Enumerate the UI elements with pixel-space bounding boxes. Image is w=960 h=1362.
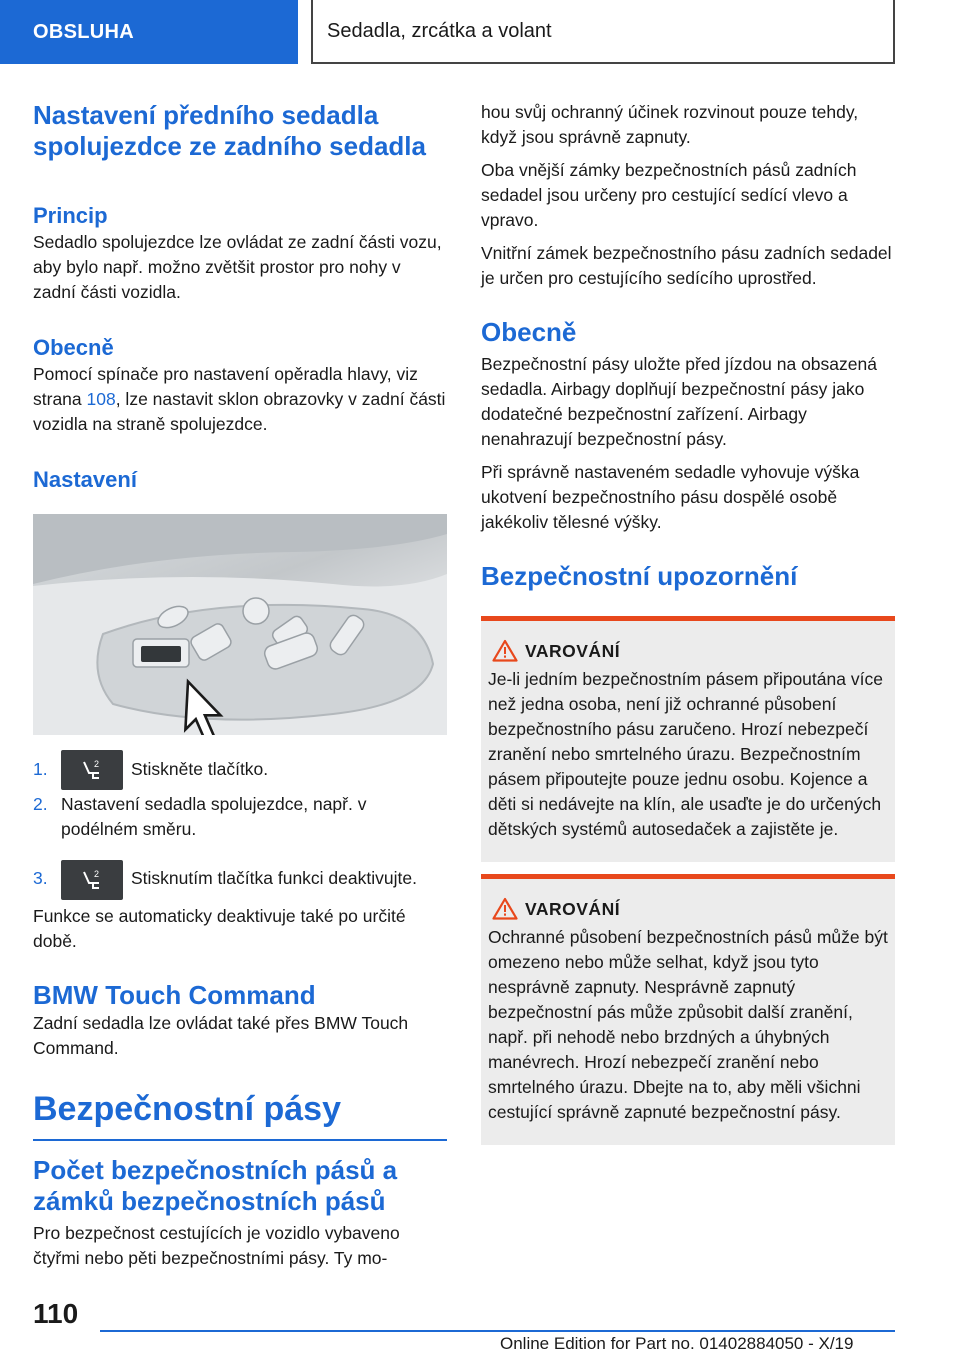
obecne-heading-right: Obecně (481, 317, 577, 347)
seatbelts-heading: Bezpečnostní pásy (33, 1089, 341, 1128)
warning-title (488, 897, 888, 921)
page-link[interactable]: 108 (86, 389, 116, 409)
edition-note: Online Edition for Part no. 01402884050 - X/19 (500, 1334, 854, 1353)
obecne-heading: Obecně (33, 335, 114, 360)
seat-button-icon (61, 860, 123, 900)
steps-list (33, 749, 447, 900)
seat-control-photo (33, 514, 447, 735)
page-number: 110 (33, 1298, 79, 1329)
after-steps-text: Funkce se automaticky deaktivuje také po určité době. (33, 905, 406, 951)
step-number: 1. (33, 759, 48, 779)
belt-count-heading: Počet bezpečnostních pásů a zámků bezpečnostních pásů (33, 1154, 398, 1216)
chapter-title: Sedadla, zrcátka a volant (311, 0, 895, 64)
svg-text:2: 2 (94, 759, 100, 770)
section-tab[interactable]: OBSLUHA (0, 0, 298, 64)
seat-button-icon (61, 750, 123, 790)
princip-text: Sedadlo spolujezdce lze ovládat ze zadní části vozu, aby bylo např. možno zvětšit prostor pro nohy v zadní části vozidla. (33, 232, 442, 302)
left-column (33, 100, 447, 1271)
step-item (33, 749, 447, 790)
paragraph: Vnitřní zámek bezpečnostního pásu zadních sedadel je určen pro cestujícího sedícího uprostřed. (481, 243, 892, 288)
warning-label: VAROVÁNÍ (525, 899, 621, 919)
princip-heading: Princip (33, 203, 108, 228)
svg-text:2: 2 (94, 868, 100, 879)
paragraph: Bezpečnostní pásy uložte před jízdou na obsazená sedadla. Airbagy doplňují bezpečnostní pásy jako dodatečné bezpečnostní zařízení. Airbagy nenahrazují bezpečnostní pásy. (481, 354, 877, 449)
heading-rule (33, 1139, 447, 1141)
safety-notes-heading: Bezpečnostní upozornění (481, 561, 798, 591)
step-number: 3. (33, 868, 48, 889)
step-number: 2. (33, 794, 48, 815)
paragraph: Při správně nastaveném sedadle vyhovuje výška ukotvení bezpečnostního pásu dospělé osobě jakékoliv tělesné výšky. (481, 462, 860, 532)
warning-triangle-icon (492, 897, 518, 920)
touch-command-heading: BMW Touch Command (33, 979, 316, 1010)
warning-box (481, 616, 895, 862)
touch-command-text: Zadní sedadla lze ovládat také přes BMW Touch Command. (33, 1012, 409, 1058)
section-title: Nastavení předního sedadla spolujezdce ze zadního sedadla (33, 100, 426, 161)
warning-text: Je-li jedním bezpečnostním pásem připoutána více než jedna osoba, není již ochranné působení bezpečnostního pásu zaručeno. Hrozí nebezpečí zranění nebo smrtelného úrazu. Bezpečnostním pásem připoutejte pouze jednu osobu. Kojence a děti si nedávejte na klín, ale usaďte je do určených dětských systémů autosedaček a zajistěte je. (488, 669, 883, 839)
footer-rule (100, 1330, 895, 1332)
step-text: Stiskněte tlačítko. (131, 759, 269, 779)
step-text: Stisknutím tlačítka funkci deaktivujte. (131, 868, 417, 889)
warning-title (488, 639, 888, 663)
warning-box (481, 874, 895, 1145)
paragraph: Oba vnější zámky bezpečnostních pásů zadních sedadel jsou určeny pro cestující sedící vlevo a vpravo. (481, 160, 857, 230)
page-header (0, 0, 960, 66)
obecne-text-a: Pomocí spínače pro nastavení opěradla hlavy, viz strana (33, 364, 418, 409)
paragraph: hou svůj ochranný účinek rozvinout pouze tehdy, když jsou správně zapnuty. (481, 102, 859, 147)
step-item (33, 792, 447, 842)
belt-count-text: Pro bezpečnost cestujících je vozidlo vybaveno čtyřmi nebo pěti bezpečnostními pásy. Ty mo- (33, 1222, 400, 1268)
warning-label: VAROVÁNÍ (525, 641, 621, 661)
seat-control-illustration (33, 514, 447, 735)
obecne-text-b: , lze nastavit sklon obrazovky v zadní části vozidla na straně spolujezdce. (33, 389, 446, 434)
warning-triangle-icon (492, 639, 518, 662)
obecne-text (33, 362, 447, 437)
step-item (33, 858, 447, 899)
warning-text: Ochranné působení bezpečnostních pásů může být omezeno nebo může selhat, když jsou tyto nesprávně zapnuty. Nesprávně zapnutý bezpečnostní pás může způsobit další zranění, např. při nehodě nebo brzdných a úhybných manévrech. Hrozí nebezpečí zranění nebo smrtelného úrazu. Dbejte na to, aby měli všichni cestující správně zapnuté bezpečnostní pásy. (488, 927, 888, 1122)
step-text: Nastavení sedadla spolujezdce, např. v podélném směru. (61, 794, 367, 840)
nastaveni-heading: Nastavení (33, 467, 137, 492)
right-column (481, 100, 895, 1145)
